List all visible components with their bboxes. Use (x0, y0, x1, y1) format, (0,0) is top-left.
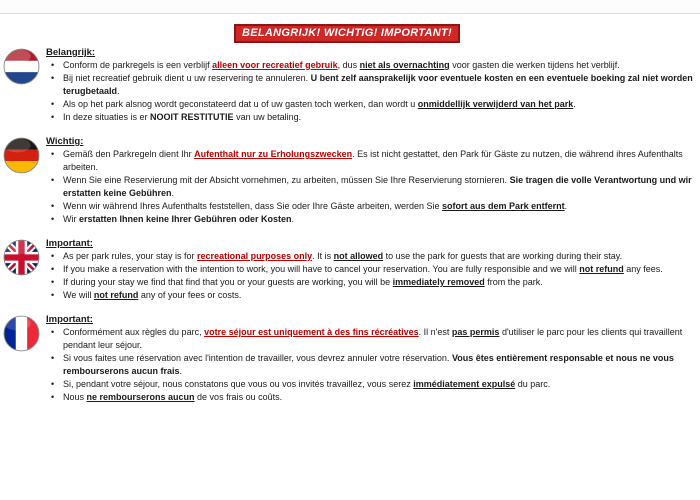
bullet-item: • Si vous faites une réservation avec l'intention de travailler, vous devrez annuler votre réservation. Vous êtes entièrement responsable et nous ne vous rembourserons aucun frais. (46, 352, 694, 378)
section-content (46, 237, 694, 302)
bullet-item: • If you make a reservation with the intention to work, you will have to cancel your reservation. You are fully responsible and we will not refund any fees. (46, 263, 694, 276)
bullet-item: • Wir erstatten Ihnen keine Ihrer Gebühren oder Kosten. (46, 213, 694, 226)
bullet-item: • Conform de parkregels is een verblijf alleen voor recreatief gebruik, dus niet als overnachting voor gasten die werken tijdens het verblijf. (46, 59, 694, 72)
section-content (46, 46, 694, 124)
section-french (0, 313, 694, 404)
bullet-item: • In deze situaties is er NOOIT RESTITUTIE van uw betaling. (46, 111, 694, 124)
section-content (46, 135, 694, 226)
uk-flag-icon (0, 237, 46, 276)
bullet-item: • Wenn Sie eine Reservierung mit der Absicht vornehmen, zu arbeiten, müssen Sie Ihre Reservierung stornieren. Sie tragen die volle Verantwortung und wir erstatten keine Gebühren. (46, 174, 694, 200)
section-heading: Wichtig: (46, 136, 84, 147)
document-page (0, 23, 700, 404)
bullet-list (46, 250, 694, 302)
section-heading: Important: (46, 238, 93, 249)
section-german (0, 135, 694, 226)
bullet-item: • Gemäß den Parkregeln dient Ihr Aufenthalt nur zu Erholungszwecken. Es ist nicht gestattet, den Park für Gäste zu nutzen, die während ihres Aufenthalts arbeiten. (46, 148, 694, 174)
bullet-item: • Wenn wir während Ihres Aufenthalts feststellen, dass Sie oder Ihre Gäste arbeiten, werden Sie sofort aus dem Park entfernt. (46, 200, 694, 213)
france-flag-icon (0, 313, 46, 352)
section-heading: Belangrijk: (46, 47, 96, 58)
bullet-item: • Si, pendant votre séjour, nous constatons que vous ou vos invités travaillez, vous serez immédiatement expulsé du parc. (46, 378, 694, 391)
bullet-item: • If during your stay we find that find that you or your guests are working, you will be immediately removed from the park. (46, 276, 694, 289)
section-dutch (0, 46, 694, 124)
banner-row (0, 23, 694, 43)
section-content (46, 313, 694, 404)
bullet-list (46, 148, 694, 226)
bullet-item: • Conformément aux règles du parc, votre séjour est uniquement à des fins récréatives. Il n'est pas permis d'utiliser le parc pour les clients qui travaillent pendant leur séjour. (46, 326, 694, 352)
warning-banner: BELANGRIJK! WICHTIG! IMPORTANT! (234, 24, 460, 43)
page-top-rule (0, 0, 700, 14)
bullet-item: • As per park rules, your stay is for recreational purposes only. It is not allowed to use the park for guests that are working during their stay. (46, 250, 694, 263)
section-english (0, 237, 694, 302)
bullet-item: • Nous ne rembourserons aucun de vos frais ou coûts. (46, 391, 694, 404)
bullet-list (46, 326, 694, 404)
section-heading: Important: (46, 314, 93, 325)
bullet-item: • Als op het park alsnog wordt geconstateerd dat u of uw gasten toch werken, dan wordt u onmiddellijk verwijderd van het park. (46, 98, 694, 111)
germany-flag-icon (0, 135, 46, 174)
bullet-item: • We will not refund any of your fees or costs. (46, 289, 694, 302)
bullet-list (46, 59, 694, 124)
netherlands-flag-icon (0, 46, 46, 85)
bullet-item: • Bij niet recreatief gebruik dient u uw reservering te annuleren. U bent zelf aansprakelijk voor eventuele kosten en een eventuele boeking zal niet worden terugbetaald. (46, 72, 694, 98)
